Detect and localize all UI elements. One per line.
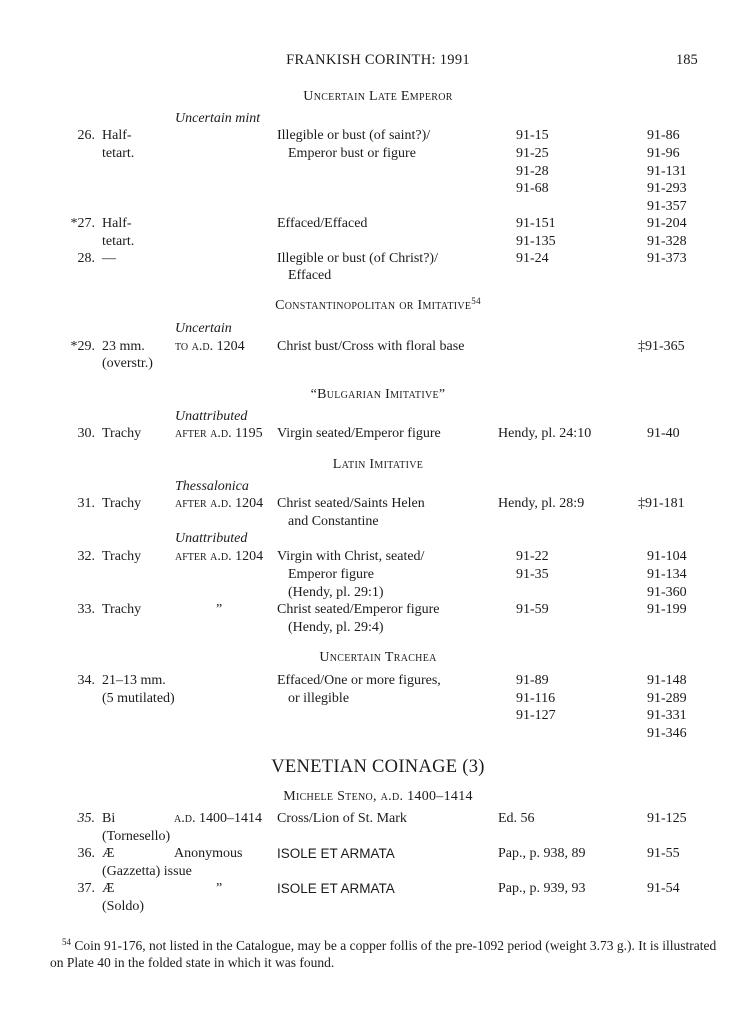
mint-label: Unattributed — [175, 531, 248, 546]
denomination: (Soldo) — [102, 899, 144, 914]
inventory-number: 91-346 — [647, 726, 687, 741]
footnote-reference: 54 — [471, 296, 481, 306]
reference: 91-35 — [516, 567, 549, 582]
inventory-number: ‡91-181 — [638, 496, 685, 511]
date: after a.d. 1204 — [175, 549, 264, 564]
denomination: (overstr.) — [102, 356, 153, 371]
date: to a.d. 1204 — [175, 339, 245, 354]
inventory-number: 91-360 — [647, 585, 687, 600]
type-description: Emperor figure — [288, 567, 374, 582]
denomination: tetart. — [102, 234, 135, 249]
reference: 91-22 — [516, 549, 549, 564]
reference: Hendy, pl. 24:10 — [498, 426, 592, 441]
footnote-text: Coin 91-176, not listed in the Catalogue, may be a copper follis of the pre-1092 period (weight 3.73 g.). It is illustrated on Plate 40 in the folded state in which it was found. — [50, 938, 717, 970]
type-description: (Hendy, pl. 29:4) — [288, 620, 384, 635]
denomination: Trachy — [102, 496, 142, 511]
type-description: ISOLE ET ARMATA — [277, 881, 395, 896]
entry-number: 33. — [77, 602, 95, 617]
reference: 91-127 — [516, 708, 556, 723]
type-description: Illegible or bust (of saint?)/ — [277, 128, 431, 143]
inventory-number: 91-199 — [647, 602, 687, 617]
type-description: Christ bust/Cross with floral base — [277, 339, 465, 354]
type-description: or illegible — [288, 691, 350, 706]
type-description: Christ seated/Emperor figure — [277, 602, 440, 617]
denomination: Half- — [102, 128, 132, 143]
type-description: Effaced/Effaced — [277, 216, 368, 231]
inventory-number: 91-131 — [647, 164, 687, 179]
section-heading-uncertain-trachea: Uncertain Trachea — [319, 650, 437, 665]
date-ditto: ” — [216, 602, 223, 617]
reference: Pap., p. 938, 89 — [498, 846, 586, 861]
mint-label: Uncertain mint — [175, 111, 261, 126]
reference: 91-135 — [516, 234, 556, 249]
denomination: (Tornesello) — [102, 829, 171, 844]
denomination: (Gazzetta) issue — [102, 864, 192, 879]
denomination: Æ — [102, 846, 115, 861]
date: after a.d. 1195 — [175, 426, 263, 441]
entry-number: 28. — [77, 251, 95, 266]
inventory-number: 91-40 — [647, 426, 680, 441]
type-description: and Constantine — [288, 514, 379, 529]
inventory-number: 91-328 — [647, 234, 687, 249]
inventory-number: 91-331 — [647, 708, 687, 723]
reference: 91-25 — [516, 146, 549, 161]
date: Anonymous — [174, 846, 243, 861]
entry-number: 34. — [77, 673, 95, 688]
type-description: Emperor bust or figure — [288, 146, 416, 161]
entry-number: 30. — [77, 426, 95, 441]
denomination: Trachy — [102, 549, 142, 564]
inventory-number: 91-357 — [647, 199, 687, 214]
subsection-heading-michele-steno: Michele Steno, a.d. 1400–1414 — [283, 789, 473, 804]
denomination: tetart. — [102, 146, 135, 161]
type-description: Virgin seated/Emperor figure — [277, 426, 441, 441]
reference: 91-28 — [516, 164, 549, 179]
denomination: Half- — [102, 216, 132, 231]
inventory-number: 91-148 — [647, 673, 687, 688]
type-description: Illegible or bust (of Christ?)/ — [277, 251, 438, 266]
inventory-number: 91-86 — [647, 128, 680, 143]
mint-label: Thessalonica — [175, 479, 249, 494]
entry-number: 31. — [77, 496, 95, 511]
reference: 91-89 — [516, 673, 549, 688]
entry-number: *29. — [70, 339, 95, 354]
mint-label: Unattributed — [175, 409, 248, 424]
page-number: 185 — [676, 52, 698, 68]
reference: 91-116 — [516, 691, 556, 706]
date: after a.d. 1204 — [175, 496, 264, 511]
inventory-number: 91-134 — [647, 567, 687, 582]
entry-number: 37. — [77, 881, 95, 896]
entry-number: 26. — [77, 128, 95, 143]
denomination: Trachy — [102, 426, 142, 441]
entry-number: 35. — [77, 811, 95, 826]
section-heading-venetian-coinage: VENETIAN COINAGE (3) — [271, 757, 485, 777]
entry-number: 32. — [77, 549, 95, 564]
denomination: Trachy — [102, 602, 142, 617]
type-description: Effaced/One or more figures, — [277, 673, 441, 688]
mint-label: Uncertain — [175, 321, 232, 336]
denomination: Bi — [102, 811, 116, 826]
denomination: 21–13 mm. — [102, 673, 166, 688]
inventory-number: 91-55 — [647, 846, 680, 861]
denomination: 23 mm. — [102, 339, 145, 354]
reference: 91-24 — [516, 251, 549, 266]
type-description: Effaced — [288, 268, 332, 283]
footnote — [50, 937, 720, 971]
entry-number: *27. — [70, 216, 95, 231]
entry-number: 36. — [77, 846, 95, 861]
inventory-number: 91-289 — [647, 691, 687, 706]
inventory-number: 91-373 — [647, 251, 687, 266]
inventory-number: 91-96 — [647, 146, 680, 161]
reference: 91-68 — [516, 181, 549, 196]
reference: 91-15 — [516, 128, 549, 143]
type-description: Christ seated/Saints Helen — [277, 496, 425, 511]
reference: Ed. 56 — [498, 811, 535, 826]
inventory-number: ‡91-365 — [638, 339, 685, 354]
reference: 91-59 — [516, 602, 549, 617]
date: a.d. 1400–1414 — [174, 811, 262, 826]
type-description: Cross/Lion of St. Mark — [277, 811, 407, 826]
type-description: Virgin with Christ, seated/ — [277, 549, 425, 564]
inventory-number: 91-54 — [647, 881, 680, 896]
reference: 91-151 — [516, 216, 556, 231]
inventory-number: 91-125 — [647, 811, 687, 826]
footnote-marker: 54 — [62, 937, 71, 947]
section-heading-constantinopolitan: Constantinopolitan or Imitative$^{54}$ — [275, 296, 481, 313]
section-heading-latin-imitative: Latin Imitative — [332, 457, 424, 472]
type-description: ISOLE ET ARMATA — [277, 846, 395, 861]
denomination: Æ — [102, 881, 115, 896]
section-heading-uncertain-late-emperor: Uncertain Late Emperor — [303, 89, 453, 104]
type-description: (Hendy, pl. 29:1) — [288, 585, 384, 600]
denomination: — — [102, 251, 116, 266]
inventory-number: 91-104 — [647, 549, 687, 564]
date-ditto: ” — [216, 881, 223, 896]
inventory-number: 91-293 — [647, 181, 687, 196]
reference: Pap., p. 939, 93 — [498, 881, 586, 896]
section-heading-bulgarian-imitative: “Bulgarian Imitative” — [310, 387, 446, 402]
inventory-number: 91-204 — [647, 216, 687, 231]
running-header-title: FRANKISH CORINTH: 1991 — [286, 52, 470, 68]
reference: Hendy, pl. 28:9 — [498, 496, 585, 511]
denomination: (5 mutilated) — [102, 691, 175, 706]
